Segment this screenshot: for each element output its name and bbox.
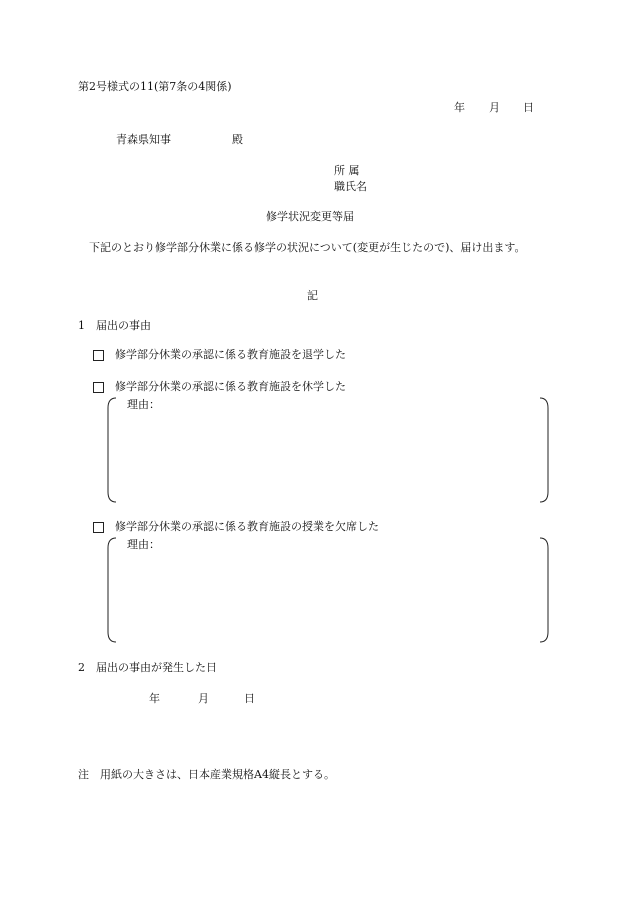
affiliation-label: 所 属 <box>334 164 360 177</box>
checkbox-withdrawal[interactable] <box>93 350 104 361</box>
document-title: 修学状況変更等届 <box>266 210 354 223</box>
section2-heading: 2 届出の事由が発生した日 <box>78 661 217 674</box>
reason-label-leave-of-absence: 理由： <box>127 398 160 411</box>
addressee-name: 青森県知事 <box>116 133 171 146</box>
date-month-label: 月 <box>489 101 500 114</box>
addressee-honorific: 殿 <box>232 133 243 146</box>
occurrence-month-label: 月 <box>198 692 209 705</box>
position-name-label: 職氏名 <box>334 180 367 193</box>
option-leave-of-absence-label: 修学部分休業の承認に係る教育施設を休学した <box>115 380 346 393</box>
checkbox-class-absence[interactable] <box>93 522 104 533</box>
reason-input-leave-of-absence[interactable] <box>124 414 534 498</box>
section1-heading: 1 届出の事由 <box>78 319 151 332</box>
option-withdrawal-label: 修学部分休業の承認に係る教育施設を退学した <box>115 348 346 361</box>
occurrence-year-label: 年 <box>149 692 160 705</box>
date-year-label: 年 <box>454 101 465 114</box>
footnote: 注 用紙の大きさは、日本産業規格A4縦長とする。 <box>78 768 335 781</box>
ki-label: 記 <box>307 289 318 302</box>
occurrence-day-label: 日 <box>244 692 255 705</box>
option-class-absence-label: 修学部分休業の承認に係る教育施設の授業を欠席した <box>115 520 379 533</box>
date-day-label: 日 <box>523 101 534 114</box>
reason-label-class-absence: 理由： <box>127 538 160 551</box>
checkbox-leave-of-absence[interactable] <box>93 382 104 393</box>
body-text: 下記のとおり修学部分休業に係る修学の状況について(変更が生じたので)、届け出ます。 <box>89 241 526 254</box>
form-number: 第2号様式の11(第7条の4関係) <box>78 80 232 93</box>
reason-input-class-absence[interactable] <box>124 554 534 638</box>
